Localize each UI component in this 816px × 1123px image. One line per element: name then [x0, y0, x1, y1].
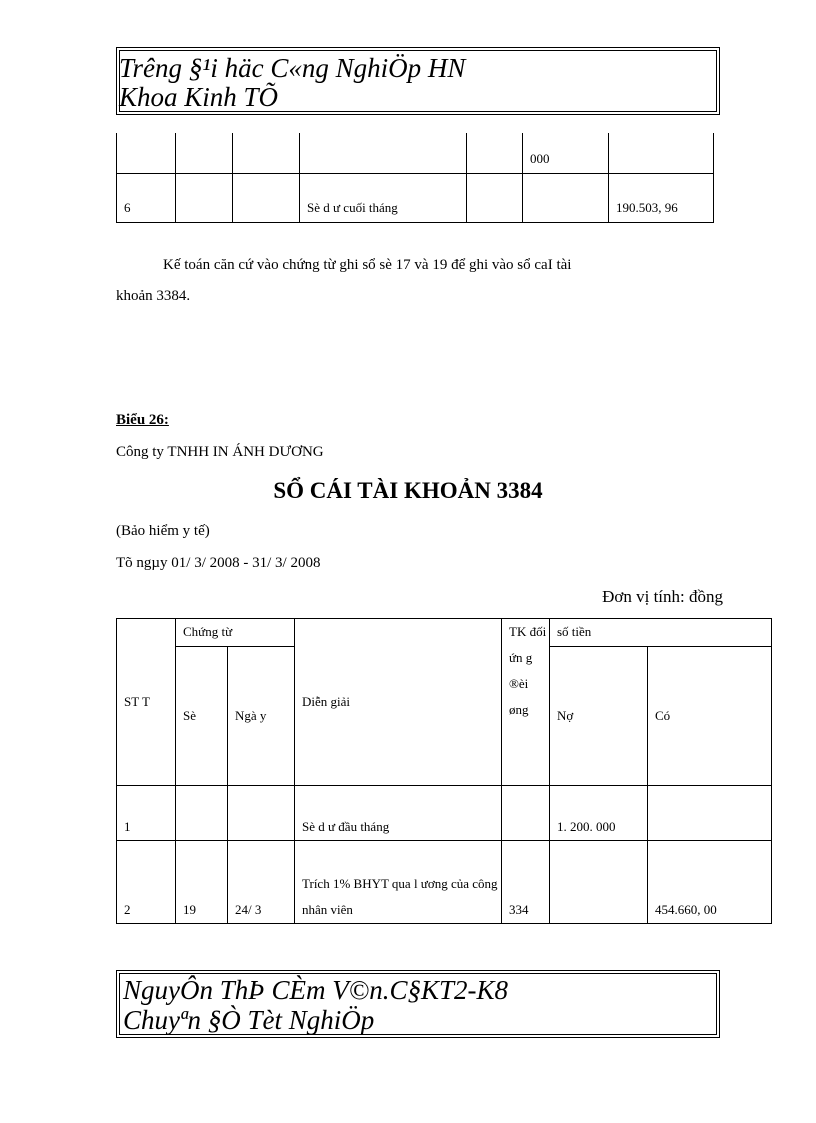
cell-description: Trích 1% BHYT qua l ương của công nhân viên	[295, 841, 502, 924]
table-cell	[300, 133, 467, 174]
ledger-title: SỔ CÁI TÀI KHOẢN 3384	[273, 478, 543, 503]
currency-unit: Đơn vị tính: đồng	[602, 587, 723, 606]
table-cell	[233, 133, 300, 174]
table-cell	[609, 133, 714, 174]
table-row	[117, 133, 714, 174]
footer-thesis: Chuyªn §Ò Tèt NghiÖp	[123, 1005, 375, 1035]
cell-number: 19	[176, 841, 228, 924]
table-row	[117, 786, 772, 841]
cell-account: 334	[502, 841, 550, 924]
header-faculty: Khoa Kinh TÕ	[119, 82, 279, 112]
header-amount: số tiền	[550, 619, 772, 647]
header-number: Sè	[176, 647, 228, 786]
table-cell	[233, 174, 300, 223]
header-account: TK đối ứn g ®èi øng	[502, 619, 550, 786]
paragraph-line-2: khoản 3384.	[116, 288, 191, 304]
table-cell	[176, 133, 233, 174]
table-cell	[467, 133, 523, 174]
header-date: Ngà y	[228, 647, 295, 786]
ledger-table	[116, 618, 772, 924]
ledger-period: Tõ ngµy 01/ 3/ 2008 - 31/ 3/ 2008	[116, 555, 321, 571]
form-label: Biểu 26:	[116, 412, 169, 428]
header-credit: Có	[648, 647, 772, 786]
cell-stt: 2	[117, 841, 176, 924]
company-name: Công ty TNHH IN ÁNH DƯƠNG	[116, 444, 324, 460]
cell-number	[176, 786, 228, 841]
cell-stt: 1	[117, 786, 176, 841]
cell-account	[502, 786, 550, 841]
cell-credit	[648, 786, 772, 841]
table-cell	[176, 174, 233, 223]
body-paragraph	[116, 250, 716, 312]
header-stt: ST T	[117, 619, 176, 786]
continued-table	[116, 133, 714, 223]
table-cell	[523, 174, 609, 223]
cell-date: 24/ 3	[228, 841, 295, 924]
paragraph-line-1: Kế toán căn cứ vào chứng từ ghi sổ sè 17 và 19 để ghi vào sổ caI tài	[163, 257, 572, 273]
table-row	[117, 174, 714, 223]
table-cell: 000	[523, 133, 609, 174]
table-cell: 190.503, 96	[609, 174, 714, 223]
table-cell	[117, 133, 176, 174]
header-description: Diễn giải	[295, 619, 502, 786]
table-header-row	[117, 619, 772, 647]
header-voucher: Chứng từ	[176, 619, 295, 647]
cell-debit	[550, 841, 648, 924]
header-debit: Nợ	[550, 647, 648, 786]
table-cell: Sè d ư cuối tháng	[300, 174, 467, 223]
footer-author: NguyÔn ThÞ CÈm V©n.C§KT2-K8	[123, 975, 509, 1005]
page-footer-box	[116, 970, 720, 1038]
header-school: Trêng §¹i häc C«ng NghiÖp HN	[119, 53, 466, 83]
table-cell	[467, 174, 523, 223]
cell-debit: 1. 200. 000	[550, 786, 648, 841]
ledger-subtitle: (Bảo hiểm y tế)	[116, 523, 210, 539]
page-header-box	[116, 47, 720, 115]
table-cell: 6	[117, 174, 176, 223]
cell-credit: 454.660, 00	[648, 841, 772, 924]
cell-date	[228, 786, 295, 841]
cell-description: Sè d ư đầu tháng	[295, 786, 502, 841]
table-row	[117, 841, 772, 924]
